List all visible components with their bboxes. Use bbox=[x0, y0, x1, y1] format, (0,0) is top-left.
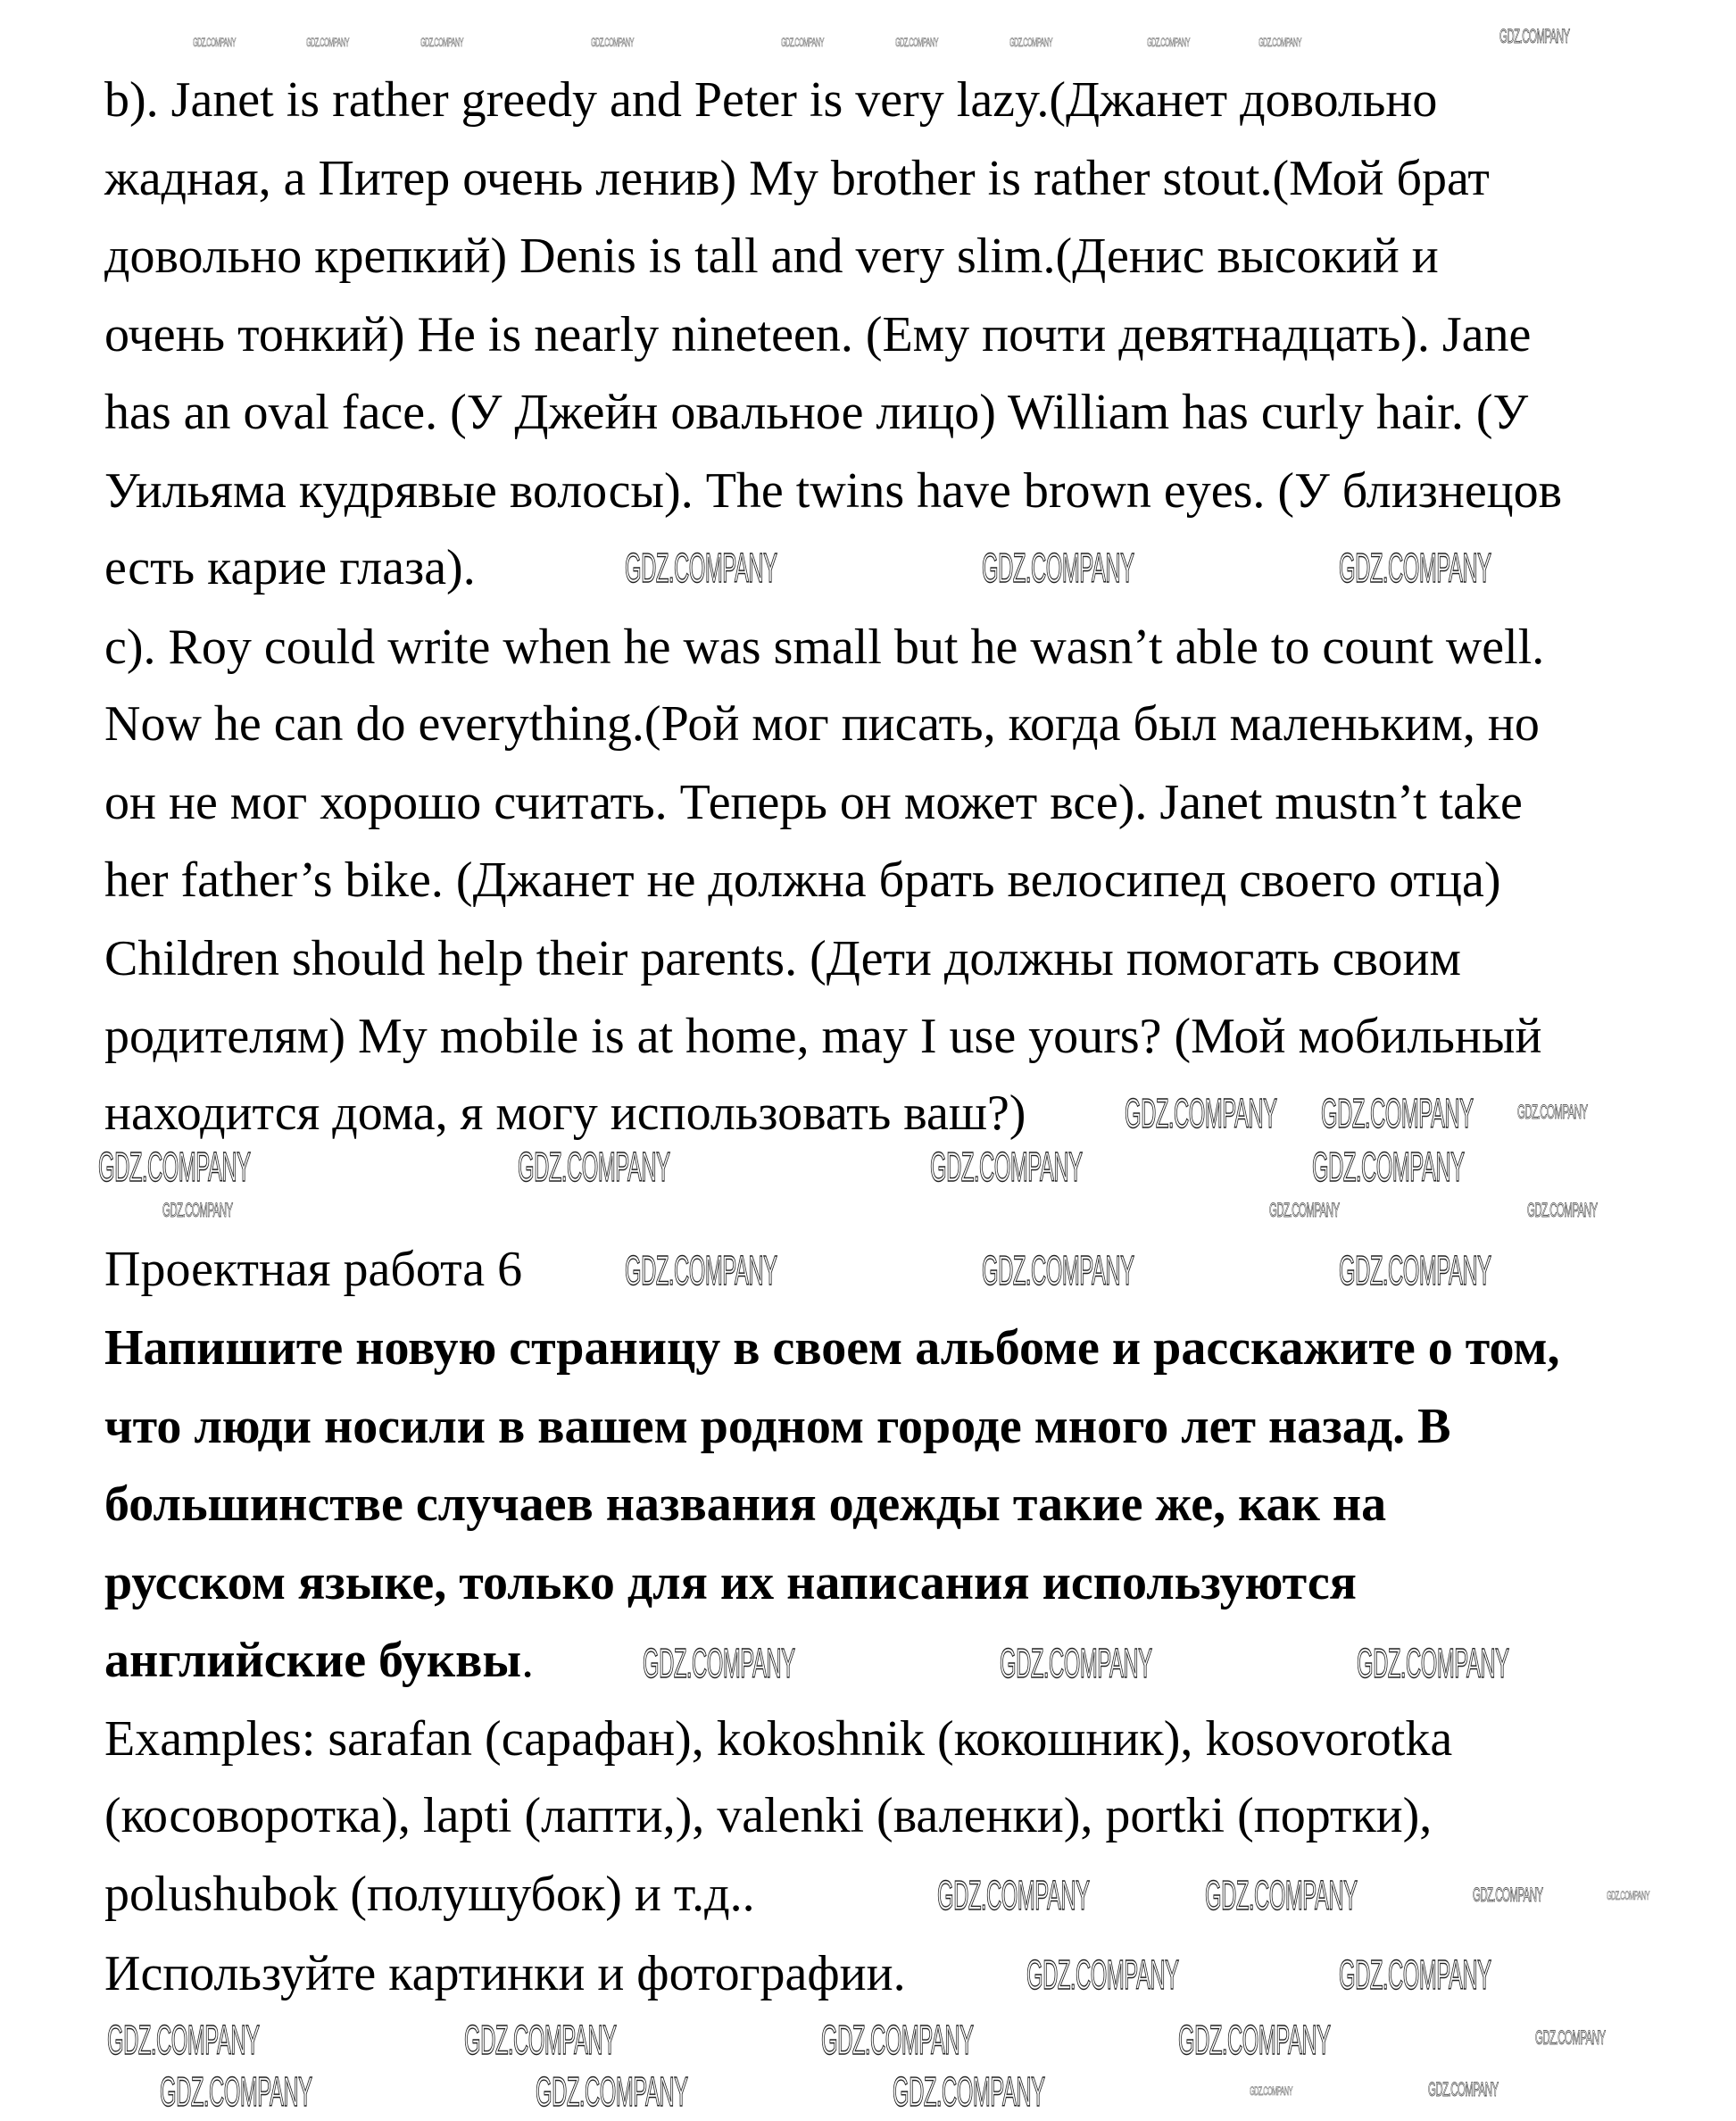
watermark: GDZ.COMPANY bbox=[160, 2068, 312, 2115]
watermark: GDZ.COMPANY bbox=[1607, 1888, 1649, 1902]
watermark: GDZ.COMPANY bbox=[193, 35, 236, 49]
task-line bbox=[104, 1633, 535, 1688]
watermark: GDZ.COMPANY bbox=[1125, 1090, 1277, 1136]
task-line: большинстве случаев названия одежды такие же, как на bbox=[104, 1476, 1387, 1532]
watermark: GDZ.COMPANY bbox=[1527, 1199, 1598, 1221]
watermark: GDZ.COMPANY bbox=[1428, 2078, 1499, 2100]
examples-line: (косоворотка), lapti (лапти,), valenki (валенки), portki (портки), bbox=[104, 1788, 1433, 1843]
watermark: GDZ.COMPANY bbox=[930, 1144, 1083, 1190]
text-line: has an oval face. (У Джейн овальное лицо) William has curly hair. (У bbox=[104, 385, 1529, 440]
watermark: GDZ.COMPANY bbox=[1357, 1640, 1509, 1686]
watermark: GDZ.COMPANY bbox=[982, 545, 1134, 591]
text-line: Уильяма кудрявые волосы). The twins have brown eyes. (У близнецов bbox=[104, 463, 1563, 519]
watermark: GDZ.COMPANY bbox=[1009, 35, 1052, 49]
watermark: GDZ.COMPANY bbox=[937, 1872, 1090, 1918]
watermark: GDZ.COMPANY bbox=[625, 1247, 777, 1293]
task-line: что люди носили в вашем родном городе много лет назад. В bbox=[104, 1399, 1451, 1454]
watermark: GDZ.COMPANY bbox=[464, 2017, 617, 2063]
watermark: GDZ.COMPANY bbox=[1269, 1199, 1340, 1221]
watermark: GDZ.COMPANY bbox=[107, 2017, 260, 2063]
watermark: GDZ.COMPANY bbox=[895, 35, 938, 49]
text-line: он не мог хорошо считать. Теперь он может все). Janet mustn’t take bbox=[104, 775, 1523, 830]
watermark: GDZ.COMPANY bbox=[1178, 2017, 1331, 2063]
watermark: GDZ.COMPANY bbox=[1321, 1090, 1474, 1136]
watermark: GDZ.COMPANY bbox=[1312, 1144, 1465, 1190]
project-title: Проектная работа 6 bbox=[104, 1242, 523, 1297]
text-line: Children should help their parents. (Дети должны помогать своим bbox=[104, 931, 1461, 986]
text-line: her father’s bike. (Джанет не должна брать велосипед своего отца) bbox=[104, 853, 1501, 908]
watermark: GDZ.COMPANY bbox=[162, 1199, 233, 1221]
task-line-end: . bbox=[521, 1633, 535, 1688]
text-line: Now he can do everything.(Рой мог писать, когда был маленьким, но bbox=[104, 696, 1540, 752]
watermark: GDZ.COMPANY bbox=[893, 2068, 1045, 2115]
watermark: GDZ.COMPANY bbox=[1000, 1640, 1152, 1686]
watermark: GDZ.COMPANY bbox=[1535, 2026, 1606, 2049]
watermark: GDZ.COMPANY bbox=[1473, 1884, 1543, 1906]
examples-line: polushubok (полушубок) и т.д.. bbox=[104, 1867, 755, 1922]
watermark: GDZ.COMPANY bbox=[1499, 25, 1570, 47]
watermark: GDZ.COMPANY bbox=[536, 2068, 688, 2115]
watermark: GDZ.COMPANY bbox=[518, 1144, 670, 1190]
text-line: c). Roy could write when he was small but he wasn’t able to count well. bbox=[104, 620, 1545, 675]
text-line: довольно крепкий) Denis is tall and very slim.(Денис высокий и bbox=[104, 229, 1439, 284]
watermark: GDZ.COMPANY bbox=[1250, 2084, 1292, 2098]
examples-line: Examples: sarafan (сарафан), kokoshnik (кокошник), kosovorotka bbox=[104, 1711, 1453, 1767]
watermark: GDZ.COMPANY bbox=[420, 35, 463, 49]
watermark: GDZ.COMPANY bbox=[1026, 1951, 1179, 1998]
text-line: находится дома, я могу использовать ваш?) bbox=[104, 1085, 1026, 1141]
watermark: GDZ.COMPANY bbox=[98, 1144, 251, 1190]
closing-line: Используйте картинки и фотографии. bbox=[104, 1946, 906, 2001]
watermark: GDZ.COMPANY bbox=[1339, 1951, 1491, 1998]
watermark: GDZ.COMPANY bbox=[306, 35, 349, 49]
watermark: GDZ.COMPANY bbox=[1205, 1872, 1358, 1918]
watermark: GDZ.COMPANY bbox=[1258, 35, 1301, 49]
watermark: GDZ.COMPANY bbox=[982, 1247, 1134, 1293]
watermark: GDZ.COMPANY bbox=[625, 545, 777, 591]
text-line: жадная, а Питер очень ленив) My brother is rather stout.(Мой брат bbox=[104, 151, 1490, 206]
watermark: GDZ.COMPANY bbox=[1339, 545, 1491, 591]
watermark: GDZ.COMPANY bbox=[591, 35, 634, 49]
watermark: GDZ.COMPANY bbox=[821, 2017, 974, 2063]
watermark: GDZ.COMPANY bbox=[1517, 1101, 1588, 1123]
task-line: Напишите новую страницу в своем альбоме и расскажите о том, bbox=[104, 1320, 1560, 1376]
task-line-bold: английские буквы bbox=[104, 1633, 522, 1688]
watermark: GDZ.COMPANY bbox=[1339, 1247, 1491, 1293]
text-line: родителям) My mobile is at home, may I use yours? (Мой мобильный bbox=[104, 1009, 1542, 1064]
watermark: GDZ.COMPANY bbox=[643, 1640, 795, 1686]
watermark: GDZ.COMPANY bbox=[781, 35, 824, 49]
text-line: есть карие глаза). bbox=[104, 540, 476, 595]
text-line: очень тонкий) He is nearly nineteen. (Ему почти девятнадцать). Jane bbox=[104, 307, 1532, 362]
task-line: русском языке, только для их написания используются bbox=[104, 1555, 1357, 1610]
watermark: GDZ.COMPANY bbox=[1147, 35, 1190, 49]
text-line: b). Janet is rather greedy and Peter is very lazy.(Джанет довольно bbox=[104, 72, 1438, 128]
